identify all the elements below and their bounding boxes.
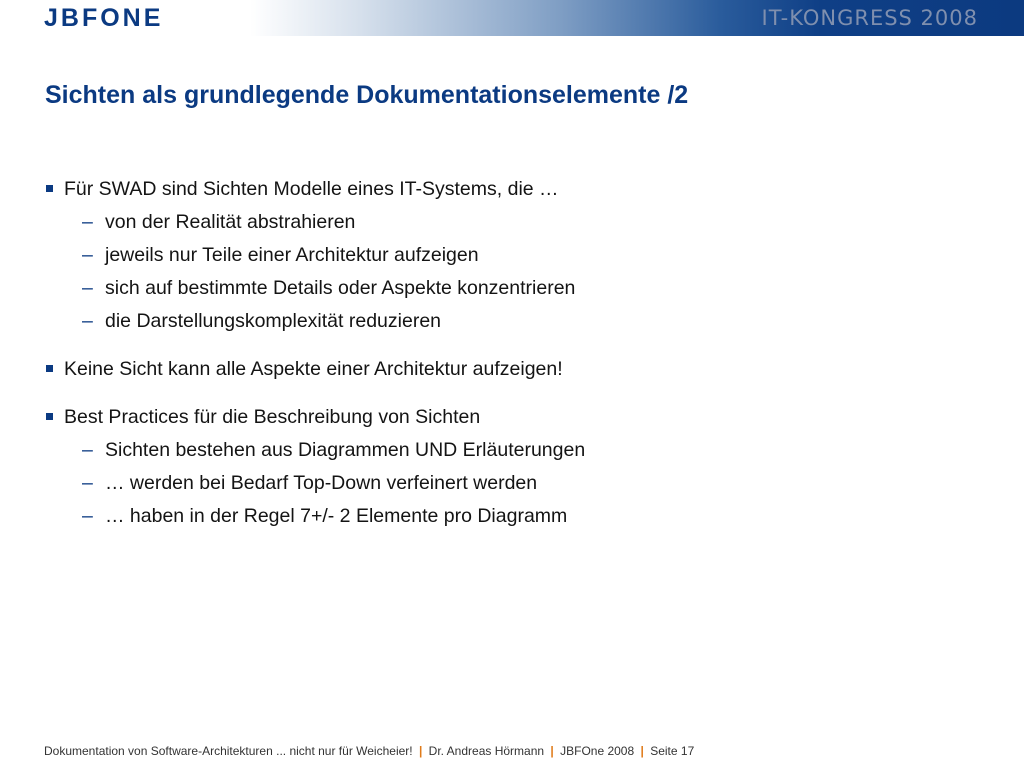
sub-item-text: … haben in der Regel 7+/- 2 Elemente pro Diagramm [105,505,568,527]
dash-bullet-icon: – [82,505,93,527]
sub-item-text: Sichten bestehen aus Diagrammen UND Erläuterungen [105,439,586,461]
square-bullet-icon [46,413,53,420]
slide-content [45,173,945,548]
footer-separator: | [550,744,554,758]
sub-item [45,206,945,239]
dash-bullet-icon: – [82,310,93,332]
dash-bullet-icon: – [82,439,93,461]
sub-item-text: die Darstellungskomplexität reduzieren [105,310,442,332]
event-title: IT-KONGRESS 2008 [761,6,978,30]
sub-item-text: jeweils nur Teile einer Architektur aufzeigen [105,244,479,266]
bullet-item [45,353,945,386]
sub-item [45,239,945,272]
square-bullet-icon [46,365,53,372]
footer-separator: | [418,744,423,758]
bullet-text: Keine Sicht kann alle Aspekte einer Architektur aufzeigen! [64,358,563,380]
bullet-item [45,401,945,434]
sub-item-text: sich auf bestimmte Details oder Aspekte konzentrieren [105,277,576,299]
sub-list [45,434,945,533]
bullet-group-3 [45,401,945,533]
slide-title: Sichten als grundlegende Dokumentationselemente /2 [45,81,689,109]
sub-item-text: … werden bei Bedarf Top-Down verfeinert werden [105,472,538,494]
dash-bullet-icon: – [82,244,93,266]
bullet-text: Für SWAD sind Sichten Modelle eines IT-Systems, die … [64,178,559,200]
bullet-group-2 [45,353,945,386]
sub-item-text: von der Realität abstrahieren [105,211,356,233]
square-bullet-icon [46,185,53,192]
footer-page-number: Seite 17 [650,744,695,758]
sub-item [45,500,945,533]
footer-separator: | [640,744,644,758]
sub-item [45,272,945,305]
bullet-text: Best Practices für die Beschreibung von Sichten [64,406,481,428]
dash-bullet-icon: – [82,277,93,299]
sub-item [45,434,945,467]
footer-author: Dr. Andreas Hörmann [428,744,545,758]
sub-item [45,305,945,338]
footer [44,743,694,759]
footer-event: JBFOne 2008 [560,744,635,758]
bullet-group-1 [45,173,945,338]
bullet-item [45,173,945,206]
jbfone-logo: JBFONE [44,4,164,32]
footer-talk-title: Dokumentation von Software-Architekturen ... nicht nur für Weicheier! [44,744,413,758]
sub-list [45,206,945,338]
sub-item [45,467,945,500]
dash-bullet-icon: – [82,472,93,494]
dash-bullet-icon: – [82,211,93,233]
